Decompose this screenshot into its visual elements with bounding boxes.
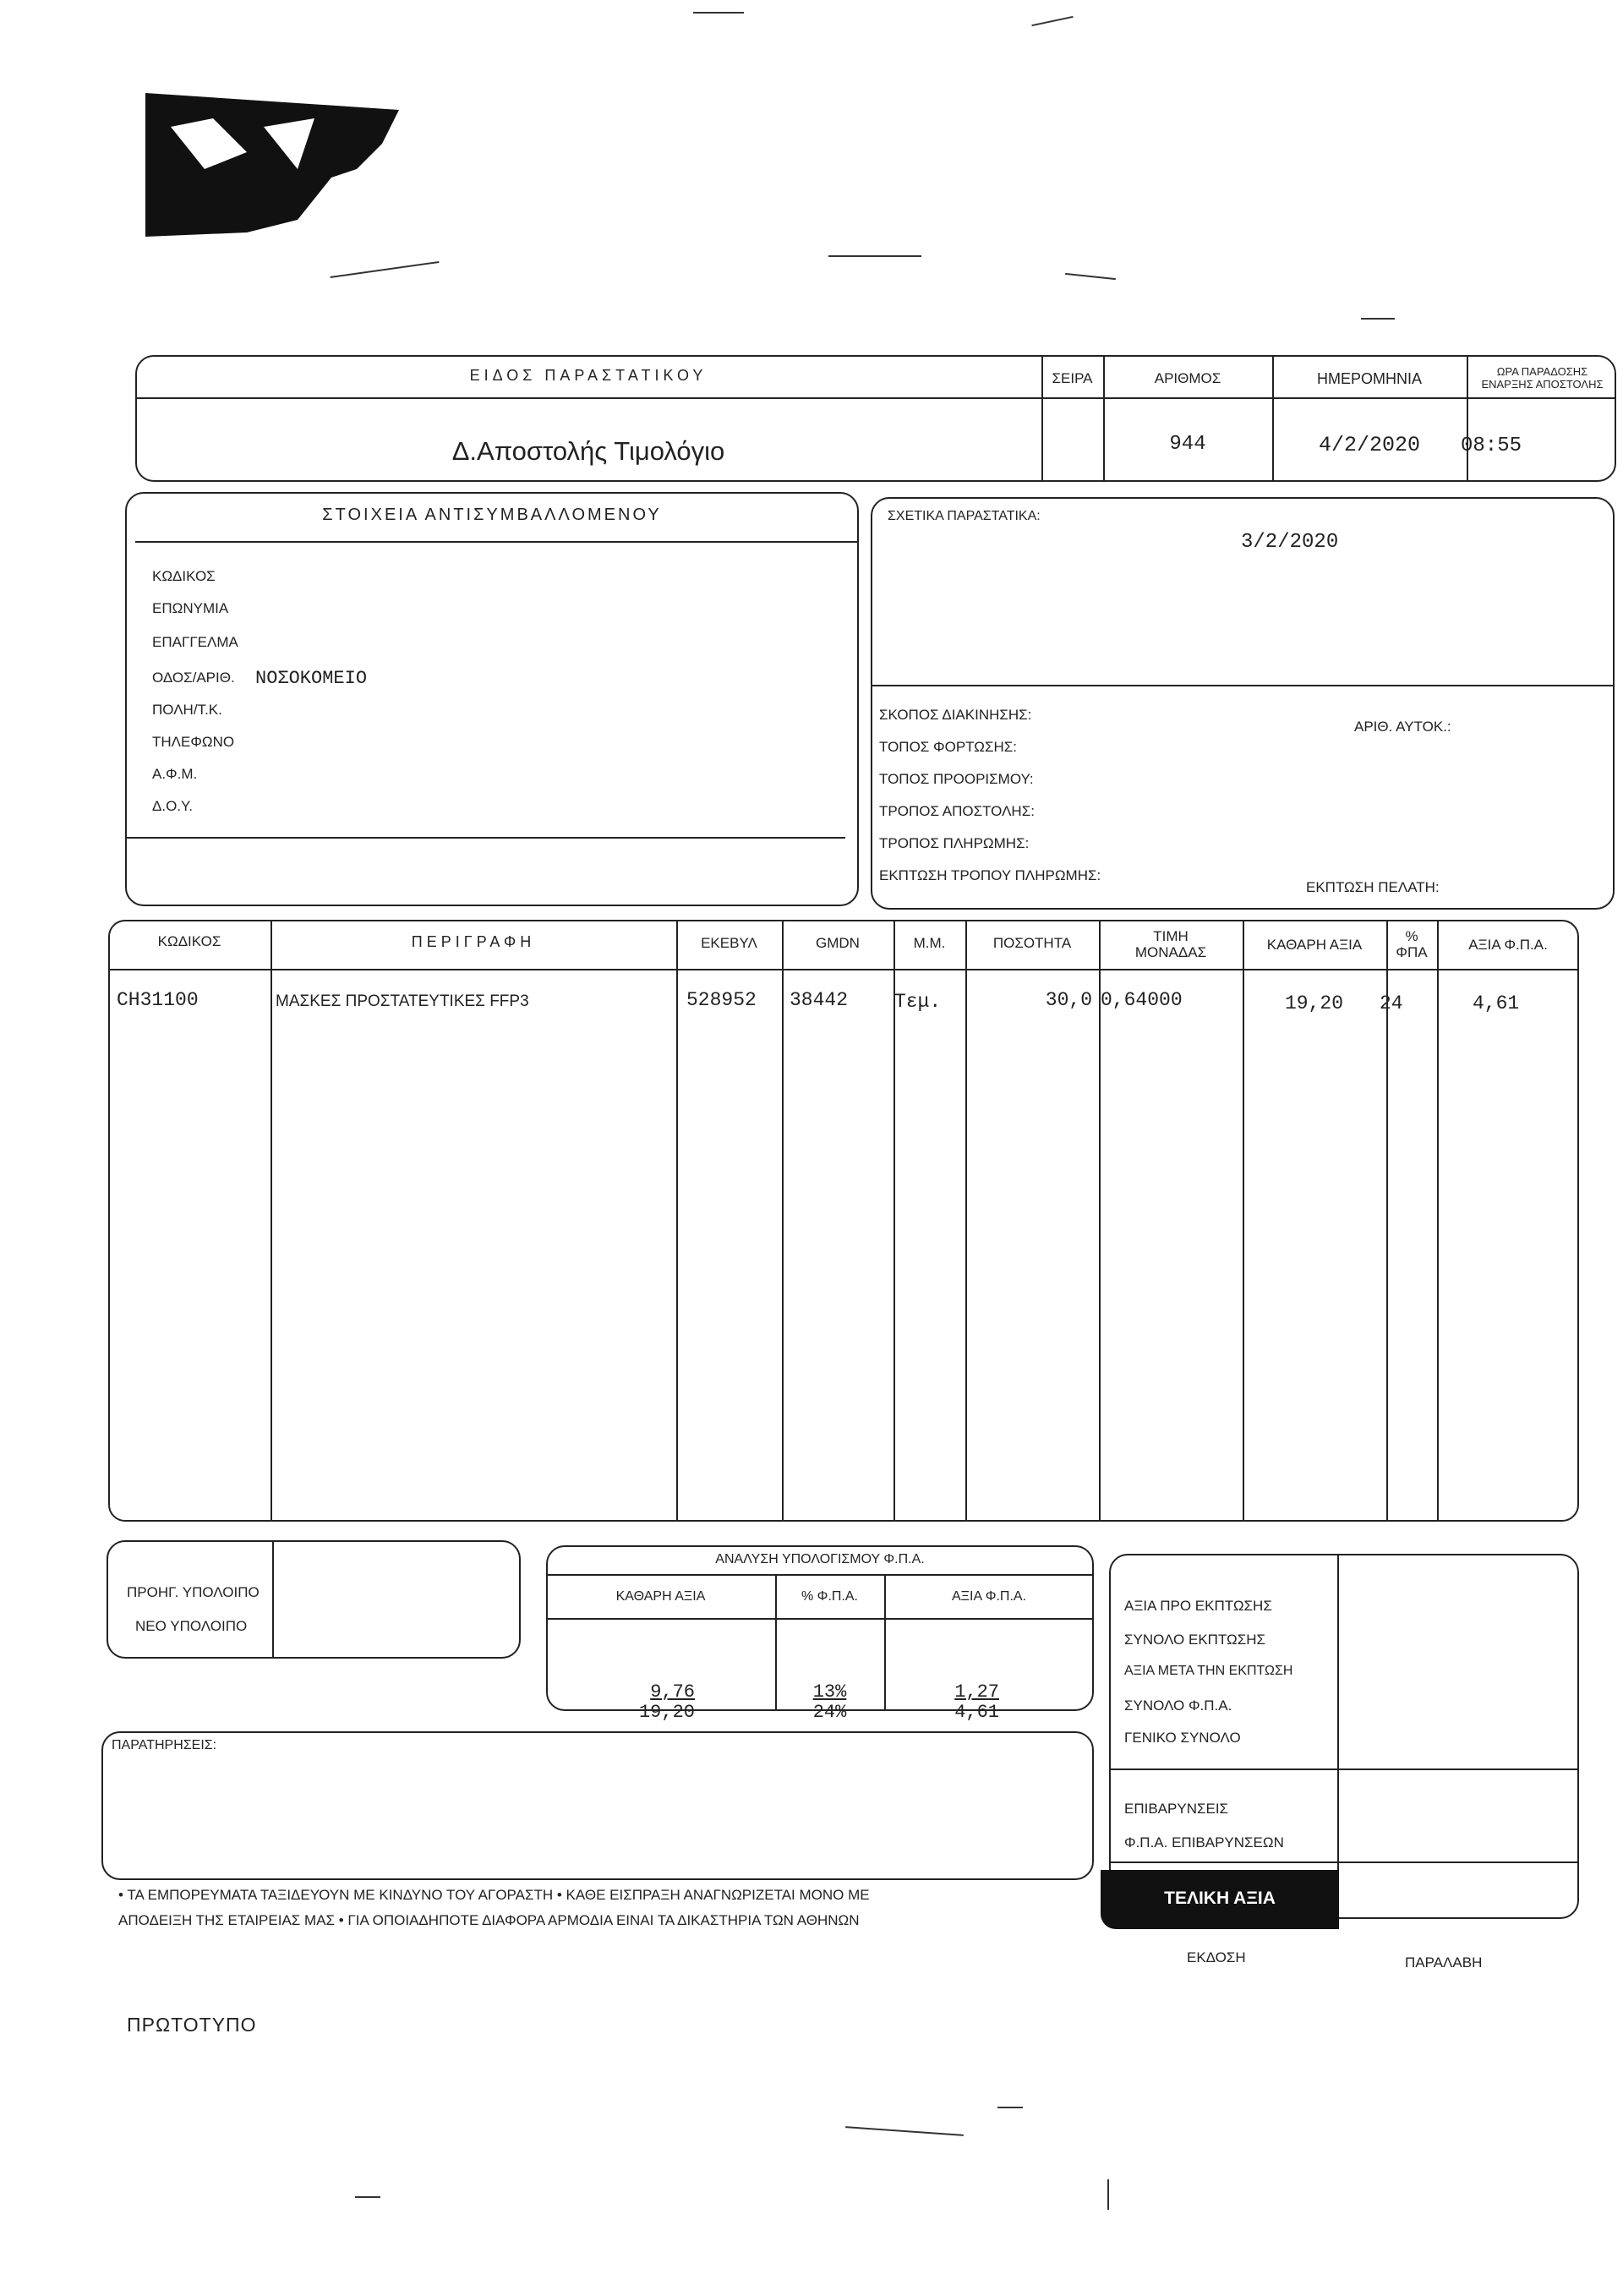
items-col-line <box>270 920 272 1522</box>
phone-label: ΤΗΛΕΦΩΝΟ <box>152 734 235 750</box>
item-description: ΜΑΣΚΕΣ ΠΡΟΣΤΑΤΕΥΤΙΚΕΣ FFP3 <box>276 992 529 1010</box>
item-unit: Τεμ. <box>894 991 942 1013</box>
value-before-discount-label: ΑΞΙΑ ΠΡΟ ΕΚΠΤΩΣΗΣ <box>1124 1598 1272 1614</box>
terms-line-1: • ΤΑ ΕΜΠΟΡΕΥΜΑΤΑ ΤΑΞΙΔΕΥΟΥΝ ΜΕ ΚΙΝΔΥΝΟ ΤΟΥ ΑΓΟΡΑΣΤΗ • ΚΑΘΕ ΕΙΣΠΡΑΞΗ ΑΝΑΓΝΩΡΙΖΕΤΑΙ ΜΟΝΟ ΜΕ <box>118 1887 870 1903</box>
value-after-discount-label: ΑΞΙΑ ΜΕΤΑ ΤΗΝ ΕΚΠΤΩΣΗ <box>1124 1664 1293 1678</box>
time-label <box>1468 365 1616 391</box>
vat-analysis-title-line <box>546 1574 1094 1576</box>
items-col-line <box>1243 920 1244 1522</box>
payment-discount-label: ΕΚΠΤΩΣΗ ΤΡΟΠΟΥ ΠΛΗΡΩΜΗΣ: <box>879 867 1101 883</box>
loading-place-label: ΤΟΠΟΣ ΦΟΡΤΩΣΗΣ: <box>879 739 1017 755</box>
vat-pct-header-line2: ΦΠΑ <box>1396 944 1428 960</box>
totals-divider <box>1109 1768 1579 1770</box>
counterparty-box <box>125 492 859 906</box>
notes-box <box>101 1731 1094 1880</box>
scan-mark <box>693 12 744 14</box>
scan-mark <box>1065 273 1116 280</box>
vat-row-net: 9,76 <box>650 1681 695 1703</box>
vat-row-pct: 24% <box>812 1702 847 1723</box>
item-vat-pct: 24 <box>1380 992 1403 1014</box>
col-header-gmdn: GMDN <box>816 935 860 951</box>
terms-line-2: ΑΠΟΔΕΙΞΗ ΤΗΣ ΕΤΑΙΡΕΙΑΣ ΜΑΣ • ΓΙΑ ΟΠΟΙΑΔΗΠΟΤΕ ΔΙΑΦΟΡΑ ΑΡΜΟΔΙΑ ΕΙΝΑΙ ΤΑ ΔΙΚΑΣΤΗΡΙΑ ΤΩΝ ΑΘΗΝΩΝ <box>118 1912 860 1928</box>
street-value: ΝΟΣΟΚΟΜΕΙΟ <box>255 668 368 689</box>
receipt-label: ΠΑΡΑΛΑΒΗ <box>1405 1954 1483 1971</box>
time-value: 08:55 <box>1461 435 1522 457</box>
notes-label: ΠΑΡΑΤΗΡΗΣΕΙΣ: <box>112 1738 217 1752</box>
copy-label: ΠΡΩΤΟΤΥΠΟ <box>127 2014 257 2036</box>
number-value: 944 <box>1169 433 1206 456</box>
date-value: 4/2/2020 <box>1318 433 1421 457</box>
code-label: ΚΩΔΙΚΟΣ <box>152 568 216 584</box>
item-quantity: 30,0 <box>1045 989 1092 1011</box>
profession-label: ΕΠΑΓΓΕΛΜΑ <box>152 634 238 650</box>
related-doc-date: 3/2/2020 <box>1241 531 1339 554</box>
grand-total-label: ΓΕΝΙΚΟ ΣΥΝΟΛΟ <box>1124 1730 1241 1746</box>
item-unit-price: 0,64000 <box>1101 989 1183 1011</box>
items-col-line <box>676 920 678 1522</box>
col-header-code: ΚΩΔΙΚΟΣ <box>157 933 221 949</box>
balance-col-line <box>272 1540 274 1659</box>
shipping-method-label: ΤΡΟΠΟΣ ΑΠΟΣΤΟΛΗΣ: <box>879 803 1035 819</box>
item-gmdn: 38442 <box>790 989 849 1011</box>
date-label: ΗΜΕΡΟΜΗΝΙΑ <box>1316 370 1422 387</box>
vat-col-pct: % Φ.Π.Α. <box>801 1589 858 1604</box>
counterparty-title-line <box>135 541 859 543</box>
item-code: CH31100 <box>117 989 199 1011</box>
previous-balance-label: ΠΡΟΗΓ. ΥΠΟΛΟΙΠΟ <box>127 1584 260 1600</box>
scan-mark <box>355 2196 380 2198</box>
city-label: ΠΟΛΗ/Τ.Κ. <box>152 702 222 718</box>
doc-type-label: ΕΙΔΟΣ ΠΑΡΑΣΤΑΤΙΚΟΥ <box>469 367 708 384</box>
vehicle-label: ΑΡΙΘ. ΑΥΤΟΚ.: <box>1354 719 1451 735</box>
totals-divider <box>1109 1861 1579 1863</box>
number-label: ΑΡΙΘΜΟΣ <box>1154 370 1221 386</box>
col-header-quantity: ΠΟΣΟΤΗΤΑ <box>992 935 1072 951</box>
related-docs-title: ΣΧΕΤΙΚΑ ΠΑΡΑΣΤΑΤΙΚΑ: <box>888 509 1041 523</box>
scan-mark <box>1107 2179 1109 2210</box>
vat-row-pct: 13% <box>812 1681 847 1703</box>
customer-discount-label: ΕΚΠΤΩΣΗ ΠΕΛΑΤΗ: <box>1306 879 1440 895</box>
purpose-label: ΣΚΟΠΟΣ ΔΙΑΚΙΝΗΣΗΣ: <box>879 707 1032 723</box>
col-header-unit-price <box>1099 928 1243 960</box>
vat-col-value: ΑΞΙΑ Φ.Π.Α. <box>951 1589 1027 1604</box>
scan-mark <box>1031 16 1073 26</box>
discount-total-label: ΣΥΝΟΛΟ ΕΚΠΤΩΣΗΣ <box>1124 1632 1266 1648</box>
scan-mark <box>997 2107 1023 2108</box>
vat-analysis-title: ΑΝΑΛΥΣΗ ΥΠΟΛΟΓΙΣΜΟΥ Φ.Π.Α. <box>715 1552 925 1566</box>
destination-label: ΤΟΠΟΣ ΠΡΟΟΡΙΣΜΟΥ: <box>879 771 1034 787</box>
col-header-vat-value: ΑΞΙΑ Φ.Π.Α. <box>1468 937 1548 953</box>
tax-office-label: Δ.Ο.Υ. <box>152 798 193 814</box>
doc-type-value: Δ.Αποστολής Τιμολόγιο <box>451 436 725 466</box>
col-header-vat-pct <box>1386 928 1437 960</box>
charges-label: ΕΠΙΒΑΡΥΝΣΕΙΣ <box>1124 1801 1229 1817</box>
vat-row-net: 19,20 <box>638 1702 695 1723</box>
company-logo <box>145 93 399 237</box>
vat-row-value: 1,27 <box>954 1681 999 1703</box>
charges-vat-label: Φ.Π.Α. ΕΠΙΒΑΡΥΝΣΕΩΝ <box>1124 1834 1284 1850</box>
col-header-unit: Μ.Μ. <box>913 935 946 951</box>
scan-mark <box>330 261 439 278</box>
totals-col-line <box>1337 1554 1339 1919</box>
items-col-line <box>1437 920 1439 1522</box>
col-header-ekevyl: ΕΚΕΒΥΛ <box>701 935 757 951</box>
new-balance-label: ΝΕΟ ΥΠΟΛΟΙΠΟ <box>135 1618 248 1634</box>
unit-price-header-line2: ΜΟΝΑΔΑΣ <box>1134 944 1207 960</box>
related-docs-divider <box>871 685 1615 686</box>
time-label-line2: ΕΝΑΡΞΗΣ ΑΠΟΣΤΟΛΗΣ <box>1481 378 1604 391</box>
item-vat-value: 4,61 <box>1473 992 1520 1014</box>
street-label: ΟΔΟΣ/ΑΡΙΘ. <box>152 670 235 686</box>
series-label: ΣΕΙΡΑ <box>1052 370 1093 386</box>
scan-mark <box>845 2126 964 2136</box>
vat-row-value: 4,61 <box>954 1702 999 1723</box>
counterparty-bottom-line <box>127 837 845 839</box>
payment-method-label: ΤΡΟΠΟΣ ΠΛΗΡΩΜΗΣ: <box>879 835 1030 851</box>
vat-col-net: ΚΑΘΑΡΗ ΑΞΙΑ <box>615 1589 706 1604</box>
time-label-line1: ΩΡΑ ΠΑΡΑΔΟΣΗΣ <box>1496 365 1588 378</box>
vat-pct-header-line1: % <box>1405 928 1418 944</box>
final-value-label: ΤΕΛΙΚΗ ΑΞΙΑ <box>1164 1889 1276 1908</box>
issue-label: ΕΚΔΟΣΗ <box>1187 1949 1246 1965</box>
item-ekevyl: 528952 <box>686 989 757 1011</box>
counterparty-title: ΣΤΟΙΧΕΙΑ ΑΝΤΙΣΥΜΒΑΛΛΟΜΕΝΟΥ <box>322 506 662 524</box>
col-header-net-value: ΚΑΘΑΡΗ ΑΞΙΑ <box>1266 937 1363 953</box>
vat-analysis-header-line <box>546 1618 1094 1620</box>
items-col-line <box>782 920 784 1522</box>
unit-price-header-line1: ΤΙΜΗ <box>1153 928 1189 944</box>
name-label: ΕΠΩΝΥΜΙΑ <box>152 600 229 616</box>
items-header-line <box>108 969 1579 970</box>
item-net-value: 19,20 <box>1285 992 1344 1014</box>
scan-mark <box>828 255 921 257</box>
header-divider <box>135 397 1616 399</box>
scan-mark <box>1361 318 1395 320</box>
col-header-description: ΠΕΡΙΓΡΑΦΗ <box>411 933 536 950</box>
vat-number-label: Α.Φ.Μ. <box>152 766 198 782</box>
vat-total-label: ΣΥΝΟΛΟ Φ.Π.Α. <box>1124 1697 1232 1714</box>
